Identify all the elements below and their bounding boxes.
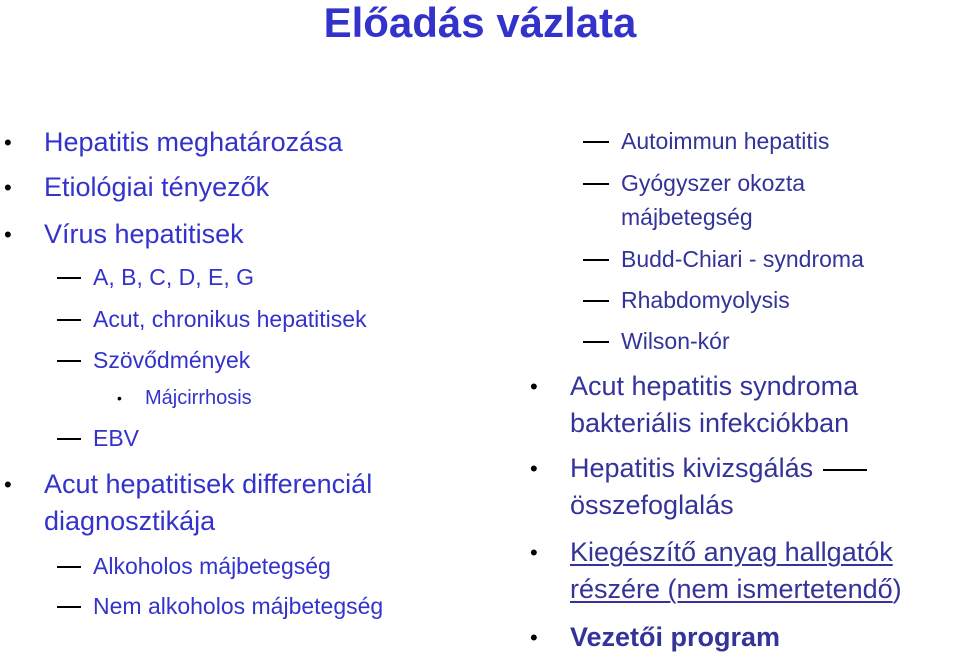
sub-item-abcdeg: A, B, C, D, E, G [93, 264, 255, 290]
sub-item-complications: Szövődmények [93, 347, 251, 373]
bullet-icon: • [530, 540, 538, 565]
list-item-differential-line2: diagnosztikája [44, 506, 216, 536]
bullet-icon: • [530, 456, 538, 481]
list-item-virus-hepatitis: Vírus hepatitisek [44, 219, 244, 249]
sub-item-rhabdomyolysis: Rhabdomyolysis [621, 287, 790, 313]
sub-item-ebv: EBV [93, 425, 140, 451]
dash-icon [57, 606, 81, 608]
list-item-hepatitis-definition: Hepatitis meghatározása [44, 127, 343, 157]
sub-item-alcoholic: Alkoholos májbetegség [93, 553, 331, 579]
dash-icon [583, 183, 609, 185]
dash-icon [583, 341, 609, 343]
sub-item-budd-chiari: Budd-Chiari - syndroma [621, 246, 864, 272]
bullet-icon: • [530, 625, 538, 650]
sub-sub-item-cirrhosis: Májcirrhosis [145, 387, 252, 409]
sub-item-drug-line1: Gyógyszer okozta [621, 170, 806, 196]
bullet-icon: • [4, 472, 12, 497]
list-item-etiology: Etiológiai tényezők [44, 172, 270, 202]
list-item-differential-line1: Acut hepatitisek differenciál [44, 469, 373, 499]
dash-icon [57, 277, 81, 279]
bullet-icon: • [4, 175, 12, 200]
supplementary-link-line2[interactable]: részére (nem ismertetendő) [570, 574, 902, 604]
dash-icon [583, 259, 609, 261]
list-item-acute-syndrome-line1: Acut hepatitis syndroma [570, 371, 859, 401]
sub-item-drug-line2: májbetegség [621, 204, 753, 230]
list-item-acute-syndrome-line2: bakteriális infekciókban [570, 408, 850, 438]
sub-item-acute-chronic: Acut, chronikus hepatitisek [93, 306, 367, 332]
dash-icon [57, 360, 81, 362]
sub-item-autoimmune: Autoimmun hepatitis [621, 128, 830, 154]
dash-icon [57, 438, 81, 440]
bullet-icon: • [4, 222, 12, 247]
list-item-exam-line2: összefoglalás [570, 490, 734, 520]
list-item-exam-line1: Hepatitis kivizsgálás [570, 450, 867, 486]
bullet-icon: • [4, 130, 12, 155]
slide-title: Előadás vázlata [323, 0, 637, 46]
supplementary-link-line1[interactable]: Kiegészítő anyag hallgatók [570, 537, 893, 567]
dash-icon [583, 141, 609, 143]
list-item-leader-program: Vezetői program [570, 622, 781, 652]
sub-item-wilson: Wilson-kór [621, 328, 730, 354]
dash-icon [57, 319, 81, 321]
bullet-icon: • [117, 390, 122, 406]
sub-item-nonalcoholic: Nem alkoholos májbetegség [93, 593, 384, 619]
dash-icon [583, 300, 609, 302]
bullet-icon: • [530, 374, 538, 399]
dash-icon [823, 469, 867, 471]
dash-icon [57, 566, 81, 568]
